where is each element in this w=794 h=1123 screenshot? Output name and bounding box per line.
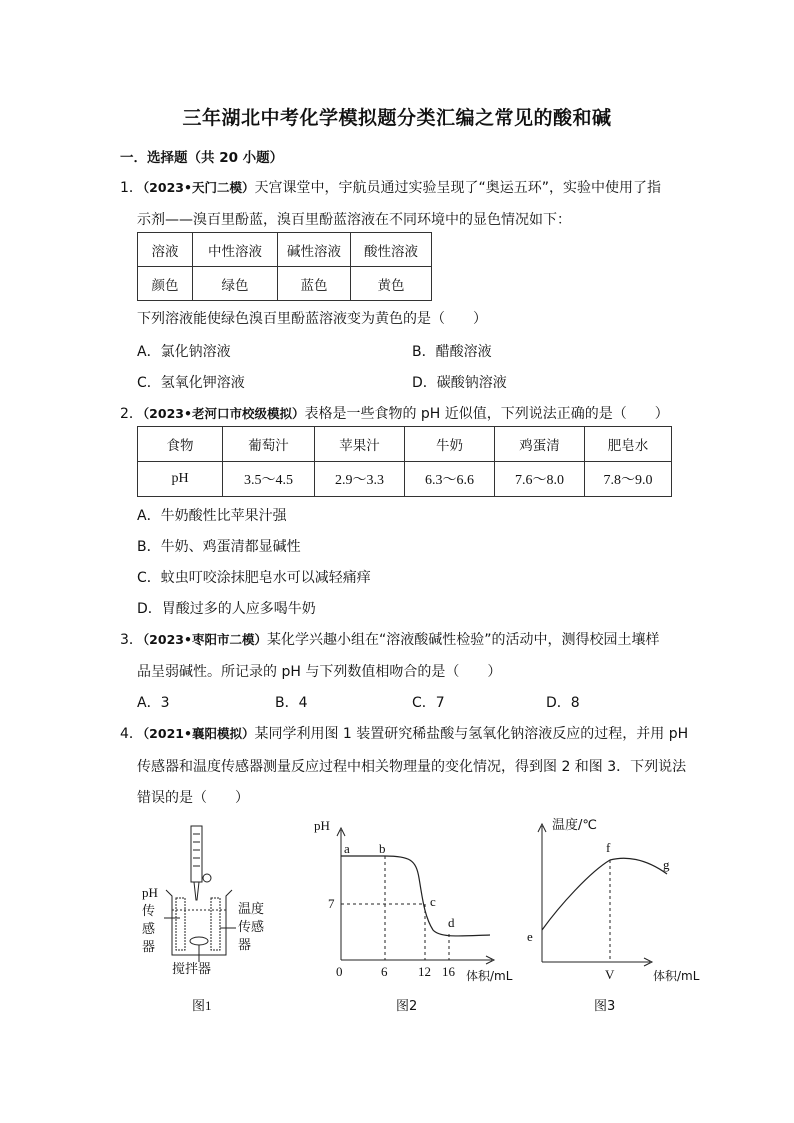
x-tick-label: 12 xyxy=(418,964,431,979)
table-cell: 碱性溶液 xyxy=(278,233,351,267)
question-2-text: 表格是一些食物的 pH 近似值，下列说法正确的是（ ） xyxy=(304,406,669,422)
figure-2-ph-chart xyxy=(314,818,513,1014)
ph-sensor xyxy=(176,898,185,950)
option-c[interactable]: C．蚊虫叮咬涂抹肥皂水可以减轻痛痒 xyxy=(137,570,371,586)
point-label: e xyxy=(527,929,533,944)
figure-1-labels xyxy=(142,885,264,1013)
temp-sensor-label: 器 xyxy=(238,937,252,952)
point-label: c xyxy=(430,894,436,909)
section-heading: 一．选择题（共 20 小题） xyxy=(120,150,284,166)
y-axis-label: pH xyxy=(314,818,330,833)
point-label: g xyxy=(663,857,670,872)
option-a[interactable]: A．3 xyxy=(137,695,170,711)
x-axis-label: 体积/mL xyxy=(653,969,700,983)
table-cell: 3.5～4.5 xyxy=(223,462,315,497)
table-cell: 绿色 xyxy=(193,267,278,301)
table-cell: pH xyxy=(138,462,223,497)
y-tick-label: 7 xyxy=(328,896,335,911)
option-c[interactable]: C．7 xyxy=(412,695,445,711)
question-1-source: （2023•天门二模） xyxy=(142,180,255,195)
y-axis-label: 温度/℃ xyxy=(552,818,597,833)
table-cell: 2.9～3.3 xyxy=(315,462,405,497)
table-cell: 7.8～9.0 xyxy=(585,462,672,497)
ph-label: 感 xyxy=(142,921,156,936)
option-a[interactable]: A．牛奶酸性比苹果汁强 xyxy=(137,508,287,524)
question-1-number: 1． xyxy=(120,180,143,196)
stirrer-label: 搅拌器 xyxy=(172,961,212,976)
table-cell: 7.6～8.0 xyxy=(495,462,585,497)
question-3-number: 3． xyxy=(120,632,143,648)
burette-tip xyxy=(194,882,199,900)
ph-curve xyxy=(341,856,490,936)
figure-3-caption: 图3 xyxy=(594,999,616,1014)
question-3-text: 某化学兴趣小组在“溶液酸碱性检验”的活动中，测得校园土壤样 xyxy=(266,632,660,648)
point-label: f xyxy=(606,840,611,855)
question-4-number: 4． xyxy=(120,726,143,742)
x-tick-label: 6 xyxy=(381,964,388,979)
table-cell: 溶液 xyxy=(138,233,193,267)
x-tick-label: 0 xyxy=(336,964,343,979)
option-b[interactable]: B．醋酸溶液 xyxy=(412,344,492,360)
x-tick-label: V xyxy=(605,967,615,982)
question-3-source: （2023•枣阳市二模） xyxy=(142,632,267,647)
table-cell: 蓝色 xyxy=(278,267,351,301)
option-d[interactable]: D．胃酸过多的人应多喝牛奶 xyxy=(137,601,316,617)
option-b[interactable]: B．牛奶、鸡蛋清都显碱性 xyxy=(137,539,301,555)
figure-3-temperature-chart xyxy=(527,817,700,1014)
question-1-line-2: 示剂——溴百里酚蓝，溴百里酚蓝溶液在不同环境中的显色情况如下： xyxy=(137,212,571,228)
question-1-text: 天宫课堂中，宇航员通过实验呈现了“奥运五环”，实验中使用了指 xyxy=(254,180,661,196)
table-cell: 牛奶 xyxy=(405,427,495,462)
table-cell: 食物 xyxy=(138,427,223,462)
temp-sensor-label: 温度 xyxy=(238,901,265,916)
figure-1-caption: 图1 xyxy=(192,998,212,1013)
burette-stopcock xyxy=(203,874,211,882)
table-cell: 酸性溶液 xyxy=(351,233,432,267)
question-4-line-2: 传感器和温度传感器测量反应过程中相关物理量的变化情况，得到图 2 和图 3．下列说法 xyxy=(137,759,687,775)
temp-sensor-label: 传感 xyxy=(238,919,265,934)
ph-label: 器 xyxy=(142,939,156,954)
question-4-text: 某同学利用图 1 装置研究稀盐酸与氢氧化钠溶液反应的过程，并用 pH xyxy=(254,726,689,742)
table-cell: 葡萄汁 xyxy=(223,427,315,462)
option-c[interactable]: C．氢氧化钾溶液 xyxy=(137,375,245,391)
temperature-curve xyxy=(542,858,667,930)
ph-label: pH xyxy=(142,885,158,900)
point-label: b xyxy=(379,841,386,856)
figure-2-caption: 图2 xyxy=(396,999,418,1014)
option-a[interactable]: A．氯化钠溶液 xyxy=(137,344,231,360)
table-cell: 6.3～6.6 xyxy=(405,462,495,497)
option-b[interactable]: B．4 xyxy=(275,695,308,711)
option-d[interactable]: D．碳酸钠溶液 xyxy=(412,375,507,391)
table-cell: 鸡蛋清 xyxy=(495,427,585,462)
question-2-number: 2． xyxy=(120,406,143,422)
question-4-line-3: 错误的是（ ） xyxy=(137,790,249,806)
table-cell: 肥皂水 xyxy=(585,427,672,462)
table-cell: 苹果汁 xyxy=(315,427,405,462)
point-label: d xyxy=(448,915,455,930)
stir-bar xyxy=(190,937,208,945)
question-1-ask: 下列溶液能使绿色溴百里酚蓝溶液变为黄色的是（ ） xyxy=(137,311,487,327)
x-axis-label: 体积/mL xyxy=(466,969,513,983)
table-cell: 颜色 xyxy=(138,267,193,301)
table-cell: 黄色 xyxy=(351,267,432,301)
figure-1-apparatus xyxy=(164,826,236,962)
option-d[interactable]: D．8 xyxy=(546,695,580,711)
page-title: 三年湖北中考化学模拟题分类汇编之常见的酸和碱 xyxy=(182,107,612,129)
table-cell: 中性溶液 xyxy=(193,233,278,267)
question-4-source: （2021•襄阳模拟） xyxy=(142,726,255,741)
question-2-source: （2023•老河口市校级模拟） xyxy=(142,406,305,421)
temperature-sensor xyxy=(211,898,220,950)
question-3-line-2: 品呈弱碱性。所记录的 pH 与下列数值相吻合的是（ ） xyxy=(137,664,502,680)
point-label: a xyxy=(344,841,350,856)
x-tick-label: 16 xyxy=(442,964,455,979)
ph-label: 传 xyxy=(142,903,156,918)
